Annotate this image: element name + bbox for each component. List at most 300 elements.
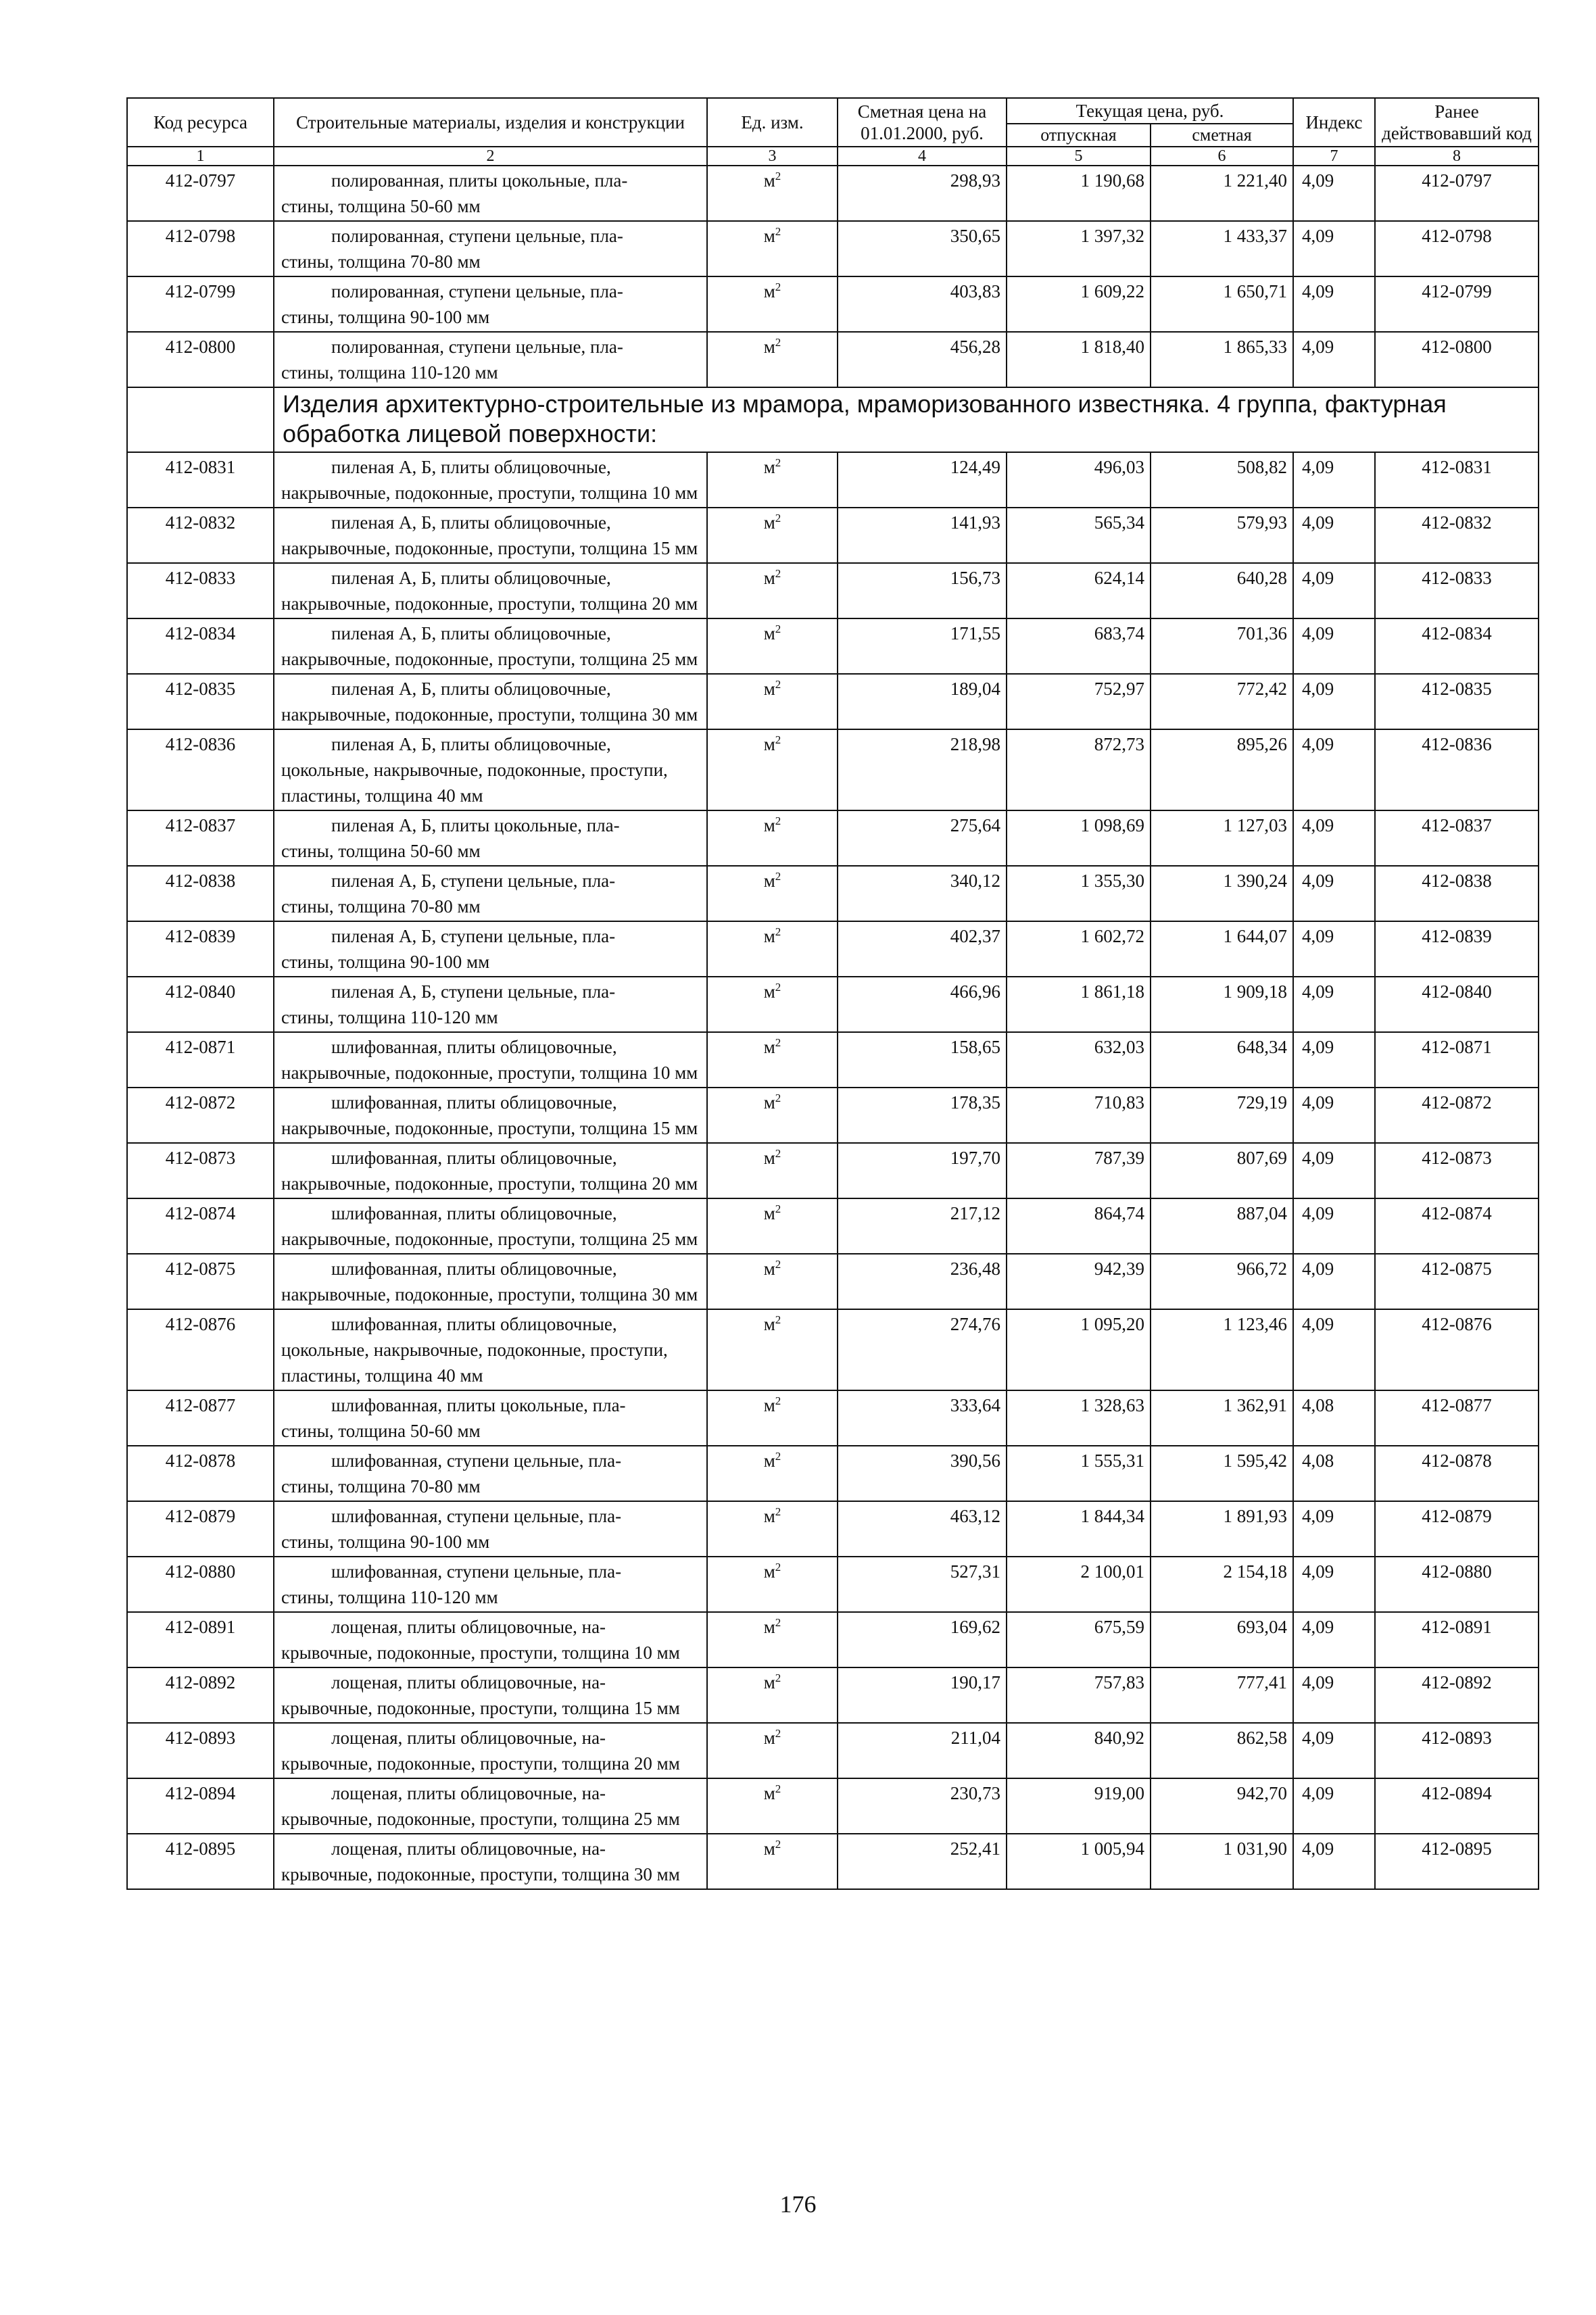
material-name-rest: накрывочные, подоконные, проступи, толщина 15 мм bbox=[281, 1118, 698, 1138]
resource-code: 412-0892 bbox=[127, 1667, 274, 1723]
base-price: 340,12 bbox=[838, 866, 1007, 921]
material-name-line1: шлифованная, ступени цельные, пла- bbox=[331, 1561, 622, 1582]
table-row bbox=[127, 1309, 1539, 1390]
unit-base: м bbox=[763, 1092, 775, 1113]
previous-code: 412-0880 bbox=[1375, 1557, 1539, 1612]
material-name-line1: пиленая А, Б, плиты облицовочные, bbox=[331, 457, 611, 477]
material-name bbox=[274, 618, 707, 674]
material-name-line1: шлифованная, плиты облицовочные, bbox=[331, 1203, 617, 1223]
price-index: 4,09 bbox=[1293, 1088, 1375, 1143]
resource-code: 412-0878 bbox=[127, 1446, 274, 1501]
table-row bbox=[127, 810, 1539, 866]
material-name bbox=[274, 1557, 707, 1612]
resource-code: 412-0873 bbox=[127, 1143, 274, 1198]
release-price: 565,34 bbox=[1007, 508, 1151, 563]
resource-code: 412-0832 bbox=[127, 508, 274, 563]
material-name-line1: шлифованная, плиты облицовочные, bbox=[331, 1037, 617, 1057]
material-name-line1: шлифованная, плиты облицовочные, bbox=[331, 1259, 617, 1279]
material-name bbox=[274, 563, 707, 618]
material-name-rest: накрывочные, подоконные, проступи, толщина 30 мм bbox=[281, 704, 698, 725]
unit-base: м bbox=[763, 1783, 775, 1803]
material-name-line1: пиленая А, Б, ступени цельные, пла- bbox=[331, 926, 616, 946]
material-name-line1: шлифованная, плиты облицовочные, bbox=[331, 1148, 617, 1168]
unit-base: м bbox=[763, 1148, 775, 1168]
previous-code: 412-0876 bbox=[1375, 1309, 1539, 1390]
unit-of-measure bbox=[707, 1612, 838, 1667]
previous-code: 412-0892 bbox=[1375, 1667, 1539, 1723]
base-price: 252,41 bbox=[838, 1834, 1007, 1889]
release-price: 1 005,94 bbox=[1007, 1834, 1151, 1889]
resource-code: 412-0877 bbox=[127, 1390, 274, 1446]
material-name bbox=[274, 166, 707, 221]
estimate-price: 966,72 bbox=[1151, 1254, 1293, 1309]
previous-code: 412-0799 bbox=[1375, 276, 1539, 332]
estimate-price: 862,58 bbox=[1151, 1723, 1293, 1778]
previous-code: 412-0895 bbox=[1375, 1834, 1539, 1889]
price-index: 4,09 bbox=[1293, 1778, 1375, 1834]
section-code-cell bbox=[127, 387, 274, 452]
material-name-line1: лощеная, плиты облицовочные, на- bbox=[331, 1672, 606, 1692]
price-index: 4,09 bbox=[1293, 1501, 1375, 1557]
table-row bbox=[127, 452, 1539, 508]
estimate-price: 887,04 bbox=[1151, 1198, 1293, 1254]
unit-base: м bbox=[763, 1259, 775, 1279]
estimate-price: 1 362,91 bbox=[1151, 1390, 1293, 1446]
header-estimate-price: сметная bbox=[1151, 124, 1293, 147]
base-price: 456,28 bbox=[838, 332, 1007, 387]
unit-exponent: 2 bbox=[775, 1036, 781, 1049]
table-row bbox=[127, 1778, 1539, 1834]
unit-exponent: 2 bbox=[775, 170, 781, 182]
unit-exponent: 2 bbox=[775, 456, 781, 469]
table-row bbox=[127, 563, 1539, 618]
estimate-price: 648,34 bbox=[1151, 1032, 1293, 1088]
material-name-rest: крывочные, подоконные, проступи, толщина 30 мм bbox=[281, 1864, 680, 1884]
unit-exponent: 2 bbox=[775, 1092, 781, 1104]
resource-code: 412-0800 bbox=[127, 332, 274, 387]
unit-exponent: 2 bbox=[775, 1147, 781, 1160]
material-name bbox=[274, 1088, 707, 1143]
unit-base: м bbox=[763, 170, 775, 191]
price-index: 4,08 bbox=[1293, 1446, 1375, 1501]
estimate-price: 1 221,40 bbox=[1151, 166, 1293, 221]
page-number: 176 bbox=[779, 2191, 817, 2218]
base-price: 178,35 bbox=[838, 1088, 1007, 1143]
column-number: 4 bbox=[838, 147, 1007, 166]
unit-of-measure bbox=[707, 1446, 838, 1501]
base-price: 169,62 bbox=[838, 1612, 1007, 1667]
estimate-price: 1 031,90 bbox=[1151, 1834, 1293, 1889]
unit-of-measure bbox=[707, 674, 838, 729]
base-price: 402,37 bbox=[838, 921, 1007, 977]
material-name-rest: цокольные, накрывочные, подоконные, проступи, пластины, толщина 40 мм bbox=[281, 760, 668, 806]
previous-code: 412-0878 bbox=[1375, 1446, 1539, 1501]
release-price: 919,00 bbox=[1007, 1778, 1151, 1834]
material-name-line1: шлифованная, плиты облицовочные, bbox=[331, 1092, 617, 1113]
release-price: 1 190,68 bbox=[1007, 166, 1151, 221]
release-price: 1 818,40 bbox=[1007, 332, 1151, 387]
estimate-price: 777,41 bbox=[1151, 1667, 1293, 1723]
previous-code: 412-0875 bbox=[1375, 1254, 1539, 1309]
previous-code: 412-0838 bbox=[1375, 866, 1539, 921]
unit-base: м bbox=[763, 623, 775, 643]
estimate-price: 701,36 bbox=[1151, 618, 1293, 674]
unit-of-measure bbox=[707, 563, 838, 618]
previous-code: 412-0834 bbox=[1375, 618, 1539, 674]
table-row bbox=[127, 866, 1539, 921]
base-price: 274,76 bbox=[838, 1309, 1007, 1390]
price-index: 4,09 bbox=[1293, 276, 1375, 332]
material-name-line1: пиленая А, Б, ступени цельные, пла- bbox=[331, 871, 616, 891]
material-name-line1: пиленая А, Б, ступени цельные, пла- bbox=[331, 981, 616, 1002]
release-price: 1 602,72 bbox=[1007, 921, 1151, 977]
unit-exponent: 2 bbox=[775, 981, 781, 994]
resource-code: 412-0871 bbox=[127, 1032, 274, 1088]
table-row bbox=[127, 1446, 1539, 1501]
release-price: 864,74 bbox=[1007, 1198, 1151, 1254]
header-name: Строительные материалы, изделия и конструкции bbox=[274, 98, 707, 147]
estimate-price: 1 390,24 bbox=[1151, 866, 1293, 921]
resource-code: 412-0831 bbox=[127, 452, 274, 508]
release-price: 1 098,69 bbox=[1007, 810, 1151, 866]
previous-code: 412-0833 bbox=[1375, 563, 1539, 618]
price-index: 4,09 bbox=[1293, 452, 1375, 508]
unit-exponent: 2 bbox=[775, 678, 781, 691]
material-name-rest: стины, толщина 90-100 мм bbox=[281, 1532, 490, 1552]
unit-exponent: 2 bbox=[775, 814, 781, 827]
material-name bbox=[274, 1390, 707, 1446]
unit-of-measure bbox=[707, 1834, 838, 1889]
material-name bbox=[274, 276, 707, 332]
unit-of-measure bbox=[707, 332, 838, 387]
unit-base: м bbox=[763, 512, 775, 533]
column-number: 6 bbox=[1151, 147, 1293, 166]
release-price: 2 100,01 bbox=[1007, 1557, 1151, 1612]
price-index: 4,09 bbox=[1293, 866, 1375, 921]
release-price: 683,74 bbox=[1007, 618, 1151, 674]
unit-exponent: 2 bbox=[775, 1672, 781, 1684]
unit-exponent: 2 bbox=[775, 567, 781, 580]
material-name-line1: шлифованная, плиты цокольные, пла- bbox=[331, 1395, 626, 1415]
previous-code: 412-0879 bbox=[1375, 1501, 1539, 1557]
unit-base: м bbox=[763, 1728, 775, 1748]
estimate-price: 1 891,93 bbox=[1151, 1501, 1293, 1557]
material-name bbox=[274, 1667, 707, 1723]
estimate-price: 807,69 bbox=[1151, 1143, 1293, 1198]
material-name bbox=[274, 1723, 707, 1778]
material-name bbox=[274, 1198, 707, 1254]
material-name bbox=[274, 921, 707, 977]
unit-base: м bbox=[763, 871, 775, 891]
unit-exponent: 2 bbox=[775, 1561, 781, 1574]
table-row bbox=[127, 1032, 1539, 1088]
release-price: 1 355,30 bbox=[1007, 866, 1151, 921]
unit-exponent: 2 bbox=[775, 1313, 781, 1326]
material-name-rest: накрывочные, подоконные, проступи, толщина 25 мм bbox=[281, 649, 698, 669]
price-index: 4,09 bbox=[1293, 1723, 1375, 1778]
estimate-price: 1 909,18 bbox=[1151, 977, 1293, 1032]
unit-exponent: 2 bbox=[775, 1202, 781, 1215]
resource-code: 412-0880 bbox=[127, 1557, 274, 1612]
header-release-price: отпускная bbox=[1007, 124, 1151, 147]
unit-exponent: 2 bbox=[775, 1838, 781, 1851]
header-base-price: Сметная цена на 01.01.2000, руб. bbox=[838, 98, 1007, 147]
unit-base: м bbox=[763, 926, 775, 946]
material-name-line1: шлифованная, ступени цельные, пла- bbox=[331, 1506, 622, 1526]
unit-of-measure bbox=[707, 977, 838, 1032]
table-row bbox=[127, 1254, 1539, 1309]
unit-base: м bbox=[763, 1314, 775, 1334]
resource-code: 412-0875 bbox=[127, 1254, 274, 1309]
material-name-line1: полированная, ступени цельные, пла- bbox=[331, 226, 623, 246]
previous-code: 412-0832 bbox=[1375, 508, 1539, 563]
release-price: 1 397,32 bbox=[1007, 221, 1151, 276]
price-index: 4,09 bbox=[1293, 1254, 1375, 1309]
unit-exponent: 2 bbox=[775, 225, 781, 238]
column-number: 3 bbox=[707, 147, 838, 166]
material-name-rest: стины, толщина 50-60 мм bbox=[281, 1421, 481, 1441]
previous-code: 412-0835 bbox=[1375, 674, 1539, 729]
unit-exponent: 2 bbox=[775, 1782, 781, 1795]
unit-exponent: 2 bbox=[775, 1616, 781, 1629]
release-price: 1 844,34 bbox=[1007, 1501, 1151, 1557]
estimate-price: 1 433,37 bbox=[1151, 221, 1293, 276]
base-price: 403,83 bbox=[838, 276, 1007, 332]
resource-code: 412-0874 bbox=[127, 1198, 274, 1254]
previous-code: 412-0872 bbox=[1375, 1088, 1539, 1143]
unit-base: м bbox=[763, 734, 775, 754]
unit-base: м bbox=[763, 815, 775, 835]
unit-exponent: 2 bbox=[775, 870, 781, 883]
header-unit: Ед. изм. bbox=[707, 98, 838, 147]
material-name-line1: лощеная, плиты облицовочные, на- bbox=[331, 1728, 606, 1748]
material-name-rest: стины, толщина 70-80 мм bbox=[281, 1476, 481, 1496]
base-price: 466,96 bbox=[838, 977, 1007, 1032]
release-price: 496,03 bbox=[1007, 452, 1151, 508]
base-price: 527,31 bbox=[838, 1557, 1007, 1612]
previous-code: 412-0871 bbox=[1375, 1032, 1539, 1088]
price-index: 4,09 bbox=[1293, 921, 1375, 977]
release-price: 840,92 bbox=[1007, 1723, 1151, 1778]
estimate-price: 1 865,33 bbox=[1151, 332, 1293, 387]
unit-exponent: 2 bbox=[775, 512, 781, 525]
section-row bbox=[127, 387, 1539, 452]
material-name-line1: пиленая А, Б, плиты облицовочные, bbox=[331, 623, 611, 643]
estimate-price: 1 595,42 bbox=[1151, 1446, 1293, 1501]
release-price: 624,14 bbox=[1007, 563, 1151, 618]
column-number: 5 bbox=[1007, 147, 1151, 166]
column-number-row bbox=[127, 147, 1539, 166]
base-price: 197,70 bbox=[838, 1143, 1007, 1198]
material-name bbox=[274, 452, 707, 508]
price-index: 4,09 bbox=[1293, 508, 1375, 563]
previous-code: 412-0891 bbox=[1375, 1612, 1539, 1667]
unit-base: м bbox=[763, 1672, 775, 1692]
section-title: Изделия архитектурно-строительные из мрамора, мраморизованного известняка. 4 группа, фактурная обработка лицевой поверхности: bbox=[274, 387, 1539, 452]
unit-of-measure bbox=[707, 1557, 838, 1612]
previous-code: 412-0831 bbox=[1375, 452, 1539, 508]
release-price: 787,39 bbox=[1007, 1143, 1151, 1198]
unit-of-measure bbox=[707, 1501, 838, 1557]
table-row bbox=[127, 1390, 1539, 1446]
previous-code: 412-0893 bbox=[1375, 1723, 1539, 1778]
material-name-line1: пиленая А, Б, плиты облицовочные, bbox=[331, 512, 611, 533]
price-index: 4,09 bbox=[1293, 1198, 1375, 1254]
release-price: 1 095,20 bbox=[1007, 1309, 1151, 1390]
unit-exponent: 2 bbox=[775, 1450, 781, 1463]
estimate-price: 1 123,46 bbox=[1151, 1309, 1293, 1390]
resource-code: 412-0798 bbox=[127, 221, 274, 276]
material-name-line1: полированная, плиты цокольные, пла- bbox=[331, 170, 628, 191]
price-index: 4,09 bbox=[1293, 1667, 1375, 1723]
table-body-section bbox=[127, 452, 1539, 1889]
material-name-rest: накрывочные, подоконные, проступи, толщина 10 мм bbox=[281, 483, 698, 503]
unit-base: м bbox=[763, 1451, 775, 1471]
material-name bbox=[274, 729, 707, 810]
release-price: 632,03 bbox=[1007, 1032, 1151, 1088]
base-price: 236,48 bbox=[838, 1254, 1007, 1309]
price-index: 4,09 bbox=[1293, 674, 1375, 729]
resource-code: 412-0835 bbox=[127, 674, 274, 729]
release-price: 1 861,18 bbox=[1007, 977, 1151, 1032]
release-price: 675,59 bbox=[1007, 1612, 1151, 1667]
table-row bbox=[127, 166, 1539, 221]
header-previous-code: Ранее действовавший код bbox=[1375, 98, 1539, 147]
material-name-line1: полированная, ступени цельные, пла- bbox=[331, 337, 623, 357]
section-header-body bbox=[127, 387, 1539, 452]
unit-of-measure bbox=[707, 1390, 838, 1446]
estimate-price: 729,19 bbox=[1151, 1088, 1293, 1143]
header-index: Индекс bbox=[1293, 98, 1375, 147]
base-price: 141,93 bbox=[838, 508, 1007, 563]
base-price: 158,65 bbox=[838, 1032, 1007, 1088]
unit-of-measure bbox=[707, 1723, 838, 1778]
resource-code: 412-0891 bbox=[127, 1612, 274, 1667]
unit-base: м bbox=[763, 1561, 775, 1582]
table-row bbox=[127, 332, 1539, 387]
release-price: 1 609,22 bbox=[1007, 276, 1151, 332]
material-name bbox=[274, 674, 707, 729]
unit-base: м bbox=[763, 568, 775, 588]
price-index: 4,09 bbox=[1293, 977, 1375, 1032]
material-name-rest: стины, толщина 50-60 мм bbox=[281, 196, 481, 216]
estimate-price: 508,82 bbox=[1151, 452, 1293, 508]
material-name-rest: накрывочные, подоконные, проступи, толщина 25 мм bbox=[281, 1229, 698, 1249]
estimate-price: 1 127,03 bbox=[1151, 810, 1293, 866]
unit-of-measure bbox=[707, 729, 838, 810]
table-row bbox=[127, 1198, 1539, 1254]
unit-exponent: 2 bbox=[775, 1394, 781, 1407]
estimate-price: 942,70 bbox=[1151, 1778, 1293, 1834]
release-price: 710,83 bbox=[1007, 1088, 1151, 1143]
release-price: 1 328,63 bbox=[1007, 1390, 1151, 1446]
table-body-top bbox=[127, 166, 1539, 387]
column-number: 7 bbox=[1293, 147, 1375, 166]
price-table bbox=[126, 97, 1539, 1890]
material-name bbox=[274, 508, 707, 563]
material-name bbox=[274, 1254, 707, 1309]
previous-code: 412-0894 bbox=[1375, 1778, 1539, 1834]
previous-code: 412-0877 bbox=[1375, 1390, 1539, 1446]
column-number: 8 bbox=[1375, 147, 1539, 166]
price-index: 4,09 bbox=[1293, 1309, 1375, 1390]
resource-code: 412-0840 bbox=[127, 977, 274, 1032]
base-price: 333,64 bbox=[838, 1390, 1007, 1446]
unit-of-measure bbox=[707, 921, 838, 977]
price-index: 4,09 bbox=[1293, 1834, 1375, 1889]
table-row bbox=[127, 1834, 1539, 1889]
table-row bbox=[127, 1667, 1539, 1723]
table-row bbox=[127, 1501, 1539, 1557]
material-name-rest: стины, толщина 90-100 мм bbox=[281, 952, 490, 972]
material-name-rest: крывочные, подоконные, проступи, толщина 25 мм bbox=[281, 1809, 680, 1829]
estimate-price: 2 154,18 bbox=[1151, 1557, 1293, 1612]
material-name-line1: пиленая А, Б, плиты цокольные, пла- bbox=[331, 815, 620, 835]
unit-of-measure bbox=[707, 1032, 838, 1088]
resource-code: 412-0879 bbox=[127, 1501, 274, 1557]
price-index: 4,09 bbox=[1293, 1557, 1375, 1612]
unit-of-measure bbox=[707, 221, 838, 276]
material-name bbox=[274, 1446, 707, 1501]
unit-exponent: 2 bbox=[775, 925, 781, 938]
material-name-rest: крывочные, подоконные, проступи, толщина 10 мм bbox=[281, 1642, 680, 1663]
resource-code: 412-0839 bbox=[127, 921, 274, 977]
previous-code: 412-0836 bbox=[1375, 729, 1539, 810]
unit-base: м bbox=[763, 1838, 775, 1859]
material-name-rest: стины, толщина 110-120 мм bbox=[281, 1587, 498, 1607]
price-index: 4,09 bbox=[1293, 1032, 1375, 1088]
unit-exponent: 2 bbox=[775, 1258, 781, 1271]
material-name bbox=[274, 332, 707, 387]
estimate-price: 579,93 bbox=[1151, 508, 1293, 563]
resource-code: 412-0894 bbox=[127, 1778, 274, 1834]
material-name bbox=[274, 1309, 707, 1390]
resource-code: 412-0893 bbox=[127, 1723, 274, 1778]
material-name-line1: шлифованная, ступени цельные, пла- bbox=[331, 1451, 622, 1471]
material-name-line1: пиленая А, Б, плиты облицовочные, bbox=[331, 679, 611, 699]
material-name-rest: стины, толщина 90-100 мм bbox=[281, 307, 490, 327]
unit-of-measure bbox=[707, 1198, 838, 1254]
unit-of-measure bbox=[707, 1778, 838, 1834]
unit-base: м bbox=[763, 1203, 775, 1223]
price-index: 4,09 bbox=[1293, 618, 1375, 674]
unit-of-measure bbox=[707, 618, 838, 674]
base-price: 463,12 bbox=[838, 1501, 1007, 1557]
estimate-price: 895,26 bbox=[1151, 729, 1293, 810]
price-index: 4,09 bbox=[1293, 563, 1375, 618]
material-name-rest: стины, толщина 110-120 мм bbox=[281, 362, 498, 383]
table-row bbox=[127, 1612, 1539, 1667]
table-row bbox=[127, 1557, 1539, 1612]
material-name bbox=[274, 1612, 707, 1667]
resource-code: 412-0797 bbox=[127, 166, 274, 221]
previous-code: 412-0840 bbox=[1375, 977, 1539, 1032]
price-table-page bbox=[126, 97, 1538, 1890]
unit-of-measure bbox=[707, 166, 838, 221]
header-row bbox=[127, 98, 1539, 124]
table-row bbox=[127, 977, 1539, 1032]
resource-code: 412-0834 bbox=[127, 618, 274, 674]
previous-code: 412-0797 bbox=[1375, 166, 1539, 221]
base-price: 390,56 bbox=[838, 1446, 1007, 1501]
material-name-line1: лощеная, плиты облицовочные, на- bbox=[331, 1783, 606, 1803]
material-name-rest: крывочные, подоконные, проступи, толщина 20 мм bbox=[281, 1753, 680, 1774]
base-price: 350,65 bbox=[838, 221, 1007, 276]
unit-base: м bbox=[763, 1395, 775, 1415]
base-price: 124,49 bbox=[838, 452, 1007, 508]
base-price: 275,64 bbox=[838, 810, 1007, 866]
price-index: 4,09 bbox=[1293, 1612, 1375, 1667]
